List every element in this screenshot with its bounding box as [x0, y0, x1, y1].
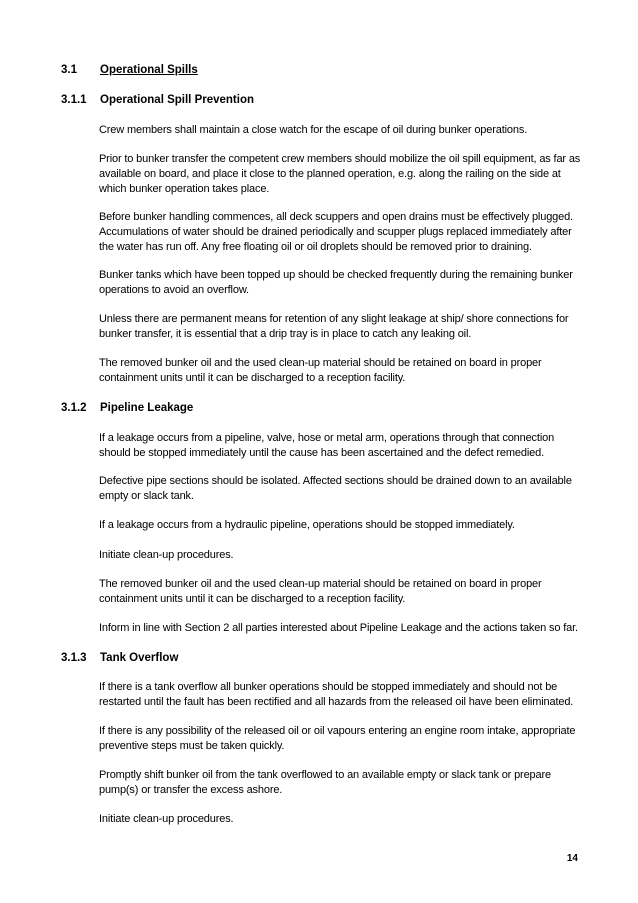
section-title: Pipeline Leakage: [100, 402, 194, 414]
paragraph: Initiate clean-up procedures.: [99, 813, 234, 825]
paragraph: Crew members shall maintain a close watch for the escape of oil during bunker operations.: [99, 124, 528, 136]
paragraph: Bunker tanks which have been topped up should be checked frequently during the remaining bunker operations to avoid an overflow.: [99, 269, 573, 296]
section-number: 3.1.2: [61, 402, 87, 414]
paragraph: Unless there are permanent means for retention of any slight leakage at ship/ shore connections for bunker transfer, it is essential that a drip tray is in place to catch any leaking oil.: [99, 313, 569, 340]
paragraph: If a leakage occurs from a pipeline, valve, hose or metal arm, operations through that connection should be stopped immediately until the cause has been ascertained and the defect remedied.: [99, 432, 555, 459]
section-title: Operational Spill Prevention: [100, 94, 255, 106]
paragraph: If there is a tank overflow all bunker operations should be stopped immediately and should not be restarted until the fault has been rectified and all hazards from the released oil have been eliminated.: [99, 681, 574, 708]
section-title: Tank Overflow: [100, 652, 179, 664]
section-title: Operational Spills: [100, 64, 198, 76]
paragraph: If there is any possibility of the released oil or oil vapours entering an engine room intake, appropriate preventive steps must be taken quickly.: [99, 725, 576, 752]
paragraph: Defective pipe sections should be isolated. Affected sections should be drained down to an available empty or slack tank.: [99, 475, 572, 502]
section-number: 3.1.1: [61, 94, 87, 106]
paragraph: Promptly shift bunker oil from the tank overflowed to an available empty or slack tank or prepare pump(s) or transfer the excess ashore.: [99, 769, 551, 796]
section-number: 3.1.3: [61, 652, 87, 664]
paragraph: Before bunker handling commences, all deck scuppers and open drains must be effectively plugged. Accumulations of water should be drained periodically and scupper plugs replaced immediately after the water has run off. Any free floating oil or oil droplets should be removed prior to draining.: [99, 211, 573, 253]
paragraph: Prior to bunker transfer the competent crew members should mobilize the oil spill equipment, as far as available on board, and place it close to the planned operation, e.g. along the railing on the side at which bunker operation takes place.: [99, 153, 581, 195]
paragraph: If a leakage occurs from a hydraulic pipeline, operations should be stopped immediately.: [99, 519, 515, 531]
paragraph: Inform in line with Section 2 all parties interested about Pipeline Leakage and the actions taken so far.: [99, 622, 578, 634]
paragraph: Initiate clean-up procedures.: [99, 549, 234, 561]
page-number: 14: [566, 853, 578, 864]
paragraph: The removed bunker oil and the used clean-up material should be retained on board in proper containment units until it can be discharged to a reception facility.: [99, 578, 542, 605]
section-number: 3.1: [61, 64, 77, 76]
paragraph: The removed bunker oil and the used clean-up material should be retained on board in proper containment units until it can be discharged to a reception facility.: [99, 357, 542, 384]
